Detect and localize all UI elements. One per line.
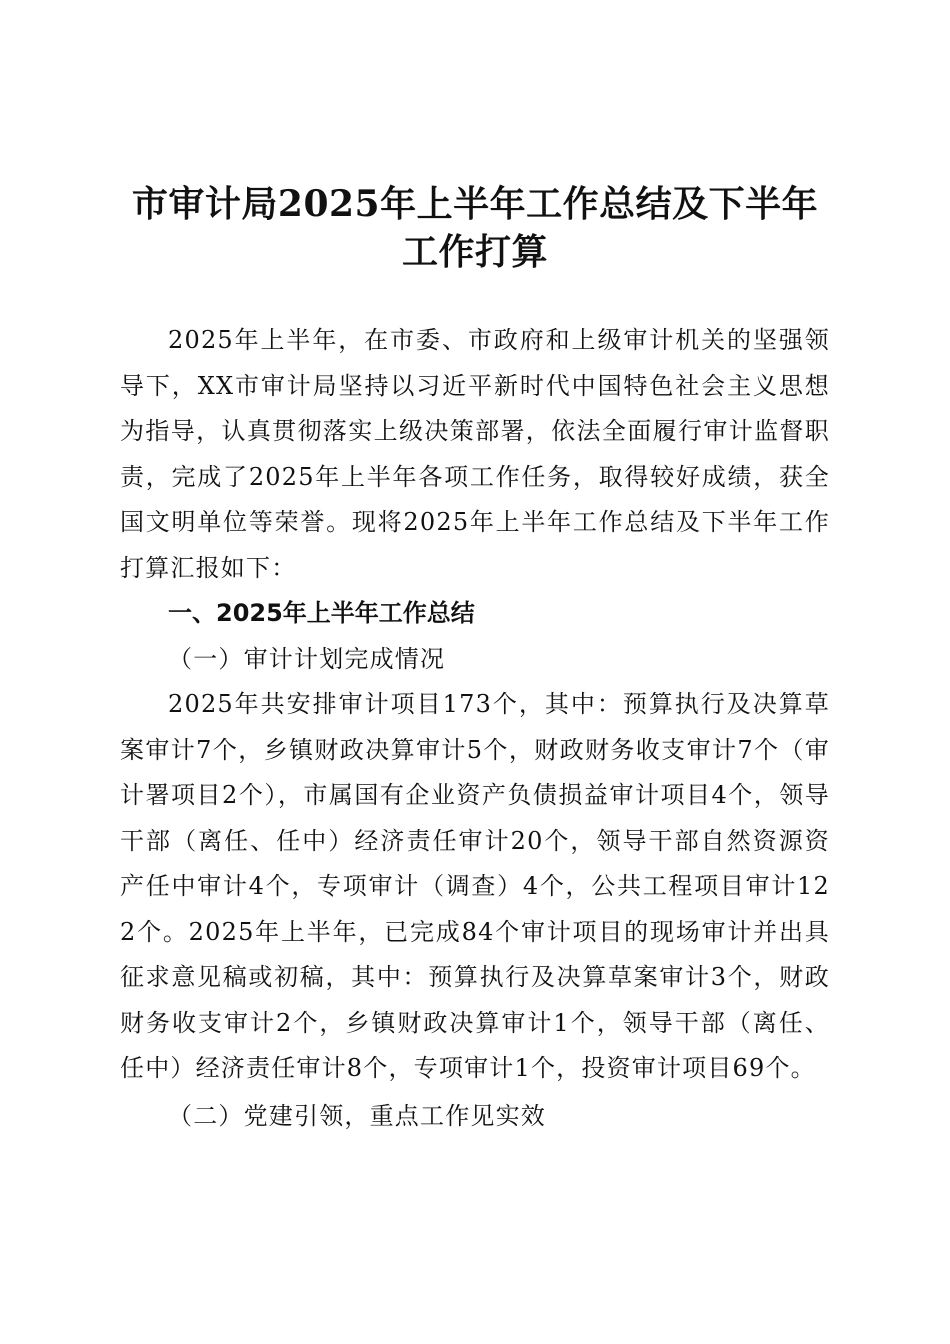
section-heading-1: 一、2025年上半年工作总结: [168, 599, 475, 627]
subsection-heading-2: （二）党建引领，重点工作见实效: [168, 1101, 546, 1130]
document-body: [120, 318, 830, 1139]
subsection-1-paragraph: 2025年共安排审计项目173个，其中：预算执行及决算草案审计7个，乡镇财政决算审计5个，财政财务收支审计7个（审计署项目2个），市属国有企业资产负债损益审计项目4个，领导干部（离任、任中）经济责任审计20个，领导干部自然资源资产任中审计4个，专项审计（调查）4个，公共工程项目审计122个。2025年上半年，已完成84个审计项目的现场审计并出具征求意见稿或初稿，其中：预算执行及决算草案审计3个，财政财务收支审计2个，乡镇财政决算审计1个，领导干部（离任、任中）经济责任审计8个，专项审计1个，投资审计项目69个。: [120, 690, 830, 1082]
intro-paragraph: 2025年上半年，在市委、市政府和上级审计机关的坚强领导下，XX市审计局坚持以习近平新时代中国特色社会主义思想为指导，认真贯彻落实上级决策部署，依法全面履行审计监督职责，完成了2025年上半年各项工作任务，取得较好成绩，获全国文明单位等荣誉。现将2025年上半年工作总结及下半年工作打算汇报如下：: [120, 326, 830, 582]
subsection-heading-1: （一）审计计划完成情况: [168, 644, 446, 673]
document-title: 市审计局2025年上半年工作总结及下半年工作打算: [131, 183, 819, 273]
